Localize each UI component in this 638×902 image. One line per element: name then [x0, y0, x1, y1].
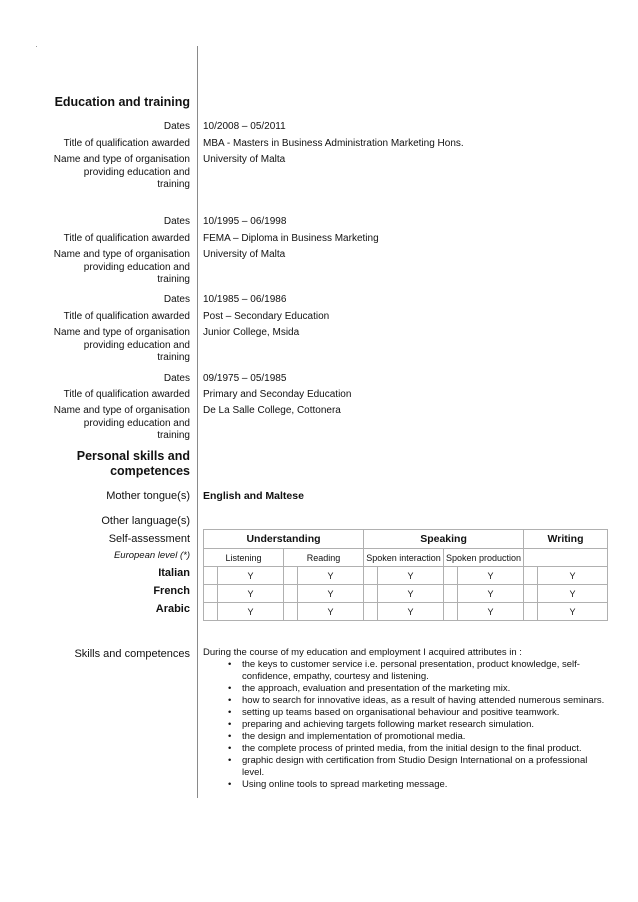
subheader-spoken-interaction: Spoken interaction [364, 549, 444, 567]
organisation-label: Name and type of organisation providing education and training [53, 327, 190, 363]
subheader-spoken-production: Spoken production [444, 549, 524, 567]
qualification-label: Title of qualification awarded [63, 138, 190, 149]
list-item-text: the keys to customer service i.e. personal presentation, product knowledge, self-confidence, empathy, courtesy and listening. [242, 659, 580, 682]
qualification-label: Title of qualification awarded [63, 389, 190, 400]
list-item [228, 731, 608, 743]
bullet: • [228, 755, 232, 766]
list-item [228, 779, 608, 791]
table-row [204, 567, 608, 585]
organisation-value: Junior College, Msida [203, 327, 300, 338]
skills-intro: During the course of my education and employment I acquired attributes in : [203, 647, 522, 658]
heading-line: Personal skills and [76, 449, 190, 463]
bullet: • [228, 659, 232, 670]
bullet: • [228, 683, 232, 694]
table-cell: Y [378, 585, 444, 603]
table-cell: Y [218, 585, 284, 603]
dates-value: 10/1995 – 06/1998 [203, 216, 287, 227]
page-mark [36, 46, 37, 47]
header-understanding: Understanding [204, 530, 364, 549]
list-item [228, 743, 608, 755]
organisation-value: De La Salle College, Cottonera [203, 405, 341, 416]
dates-value: 10/2008 – 05/2011 [203, 121, 286, 132]
organisation-value: University of Malta [203, 249, 286, 260]
qualification-value: FEMA – Diploma in Business Marketing [203, 233, 379, 244]
heading-line: competences [110, 464, 190, 478]
list-item [228, 719, 608, 731]
table-cell: Y [298, 567, 364, 585]
column-divider [197, 46, 198, 798]
qualification-label: Title of qualification awarded [63, 311, 190, 322]
subheader-writing-blank [524, 549, 608, 567]
dates-value: 09/1975 – 05/1985 [203, 373, 287, 384]
table-subheader-row [204, 549, 608, 567]
language-name: Arabic [155, 603, 190, 615]
table-row [204, 585, 608, 603]
table-cell: Y [538, 585, 608, 603]
list-item-text: graphic design with certification from Studio Design International on a professional level. [242, 755, 588, 778]
list-item [228, 659, 608, 683]
table-cell: Y [298, 585, 364, 603]
bullet: • [228, 719, 232, 730]
dates-value: 10/1985 – 06/1986 [203, 294, 287, 305]
list-item [228, 755, 608, 779]
table-cell: Y [458, 567, 524, 585]
qualification-value: Post – Secondary Education [203, 311, 330, 322]
table-cell: Y [538, 567, 608, 585]
header-speaking: Speaking [364, 530, 524, 549]
language-name: Italian [158, 567, 190, 579]
list-item-text: Using online tools to spread marketing message. [242, 779, 448, 790]
bullet: • [228, 695, 232, 706]
table-cell: Y [458, 585, 524, 603]
table-cell: Y [538, 603, 608, 621]
header-writing: Writing [524, 530, 608, 549]
dates-label: Dates [163, 216, 190, 227]
bullet: • [228, 743, 232, 754]
qualification-label: Title of qualification awarded [63, 233, 190, 244]
list-item-text: setting up teams based on organisational behaviour and positive teamwork. [242, 707, 560, 718]
qualification-value: MBA - Masters in Business Administration Marketing Hons. [203, 138, 464, 149]
list-item [228, 695, 608, 707]
dates-label: Dates [163, 294, 190, 305]
language-name: French [153, 585, 190, 597]
list-item-text: preparing and achieving targets following market research simulation. [242, 719, 535, 730]
other-languages-label: Other language(s) [101, 515, 190, 527]
mother-tongue-value: English and Maltese [203, 490, 304, 502]
subheader-listening: Listening [204, 549, 284, 567]
section-heading-personal-skills [77, 449, 190, 479]
section-heading-education: Education and training [54, 95, 190, 109]
dates-label: Dates [163, 373, 190, 384]
list-item-text: the approach, evaluation and presentation of the marketing mix. [242, 683, 511, 694]
european-level-label: European level (*) [113, 550, 190, 561]
table-row [204, 603, 608, 621]
bullet: • [228, 731, 232, 742]
dates-label: Dates [163, 121, 190, 132]
table-cell: Y [458, 603, 524, 621]
list-item [228, 683, 608, 695]
organisation-label: Name and type of organisation providing education and training [53, 405, 190, 441]
subheader-reading: Reading [284, 549, 364, 567]
table-cell: Y [218, 603, 284, 621]
skills-list [228, 659, 608, 791]
self-assessment-label: Self-assessment [108, 533, 190, 545]
list-item-text: how to search for innovative ideas, as a result of having attended numerous seminars. [242, 695, 605, 706]
list-item [228, 707, 608, 719]
qualification-value: Primary and Seconday Education [203, 389, 352, 400]
organisation-label: Name and type of organisation providing education and training [53, 249, 190, 285]
list-item-text: the complete process of printed media, from the initial design to the final product. [242, 743, 582, 754]
table-cell: Y [378, 603, 444, 621]
organisation-value: University of Malta [203, 154, 286, 165]
table-cell: Y [218, 567, 284, 585]
skills-label: Skills and competences [74, 648, 190, 660]
organisation-label: Name and type of organisation providing education and training [53, 154, 190, 190]
table-cell: Y [298, 603, 364, 621]
bullet: • [228, 707, 232, 718]
language-assessment-table [203, 529, 608, 621]
table-header-row [204, 530, 608, 549]
mother-tongue-label: Mother tongue(s) [106, 490, 190, 502]
list-item-text: the design and implementation of promotional media. [242, 731, 466, 742]
table-cell: Y [378, 567, 444, 585]
bullet: • [228, 779, 232, 790]
